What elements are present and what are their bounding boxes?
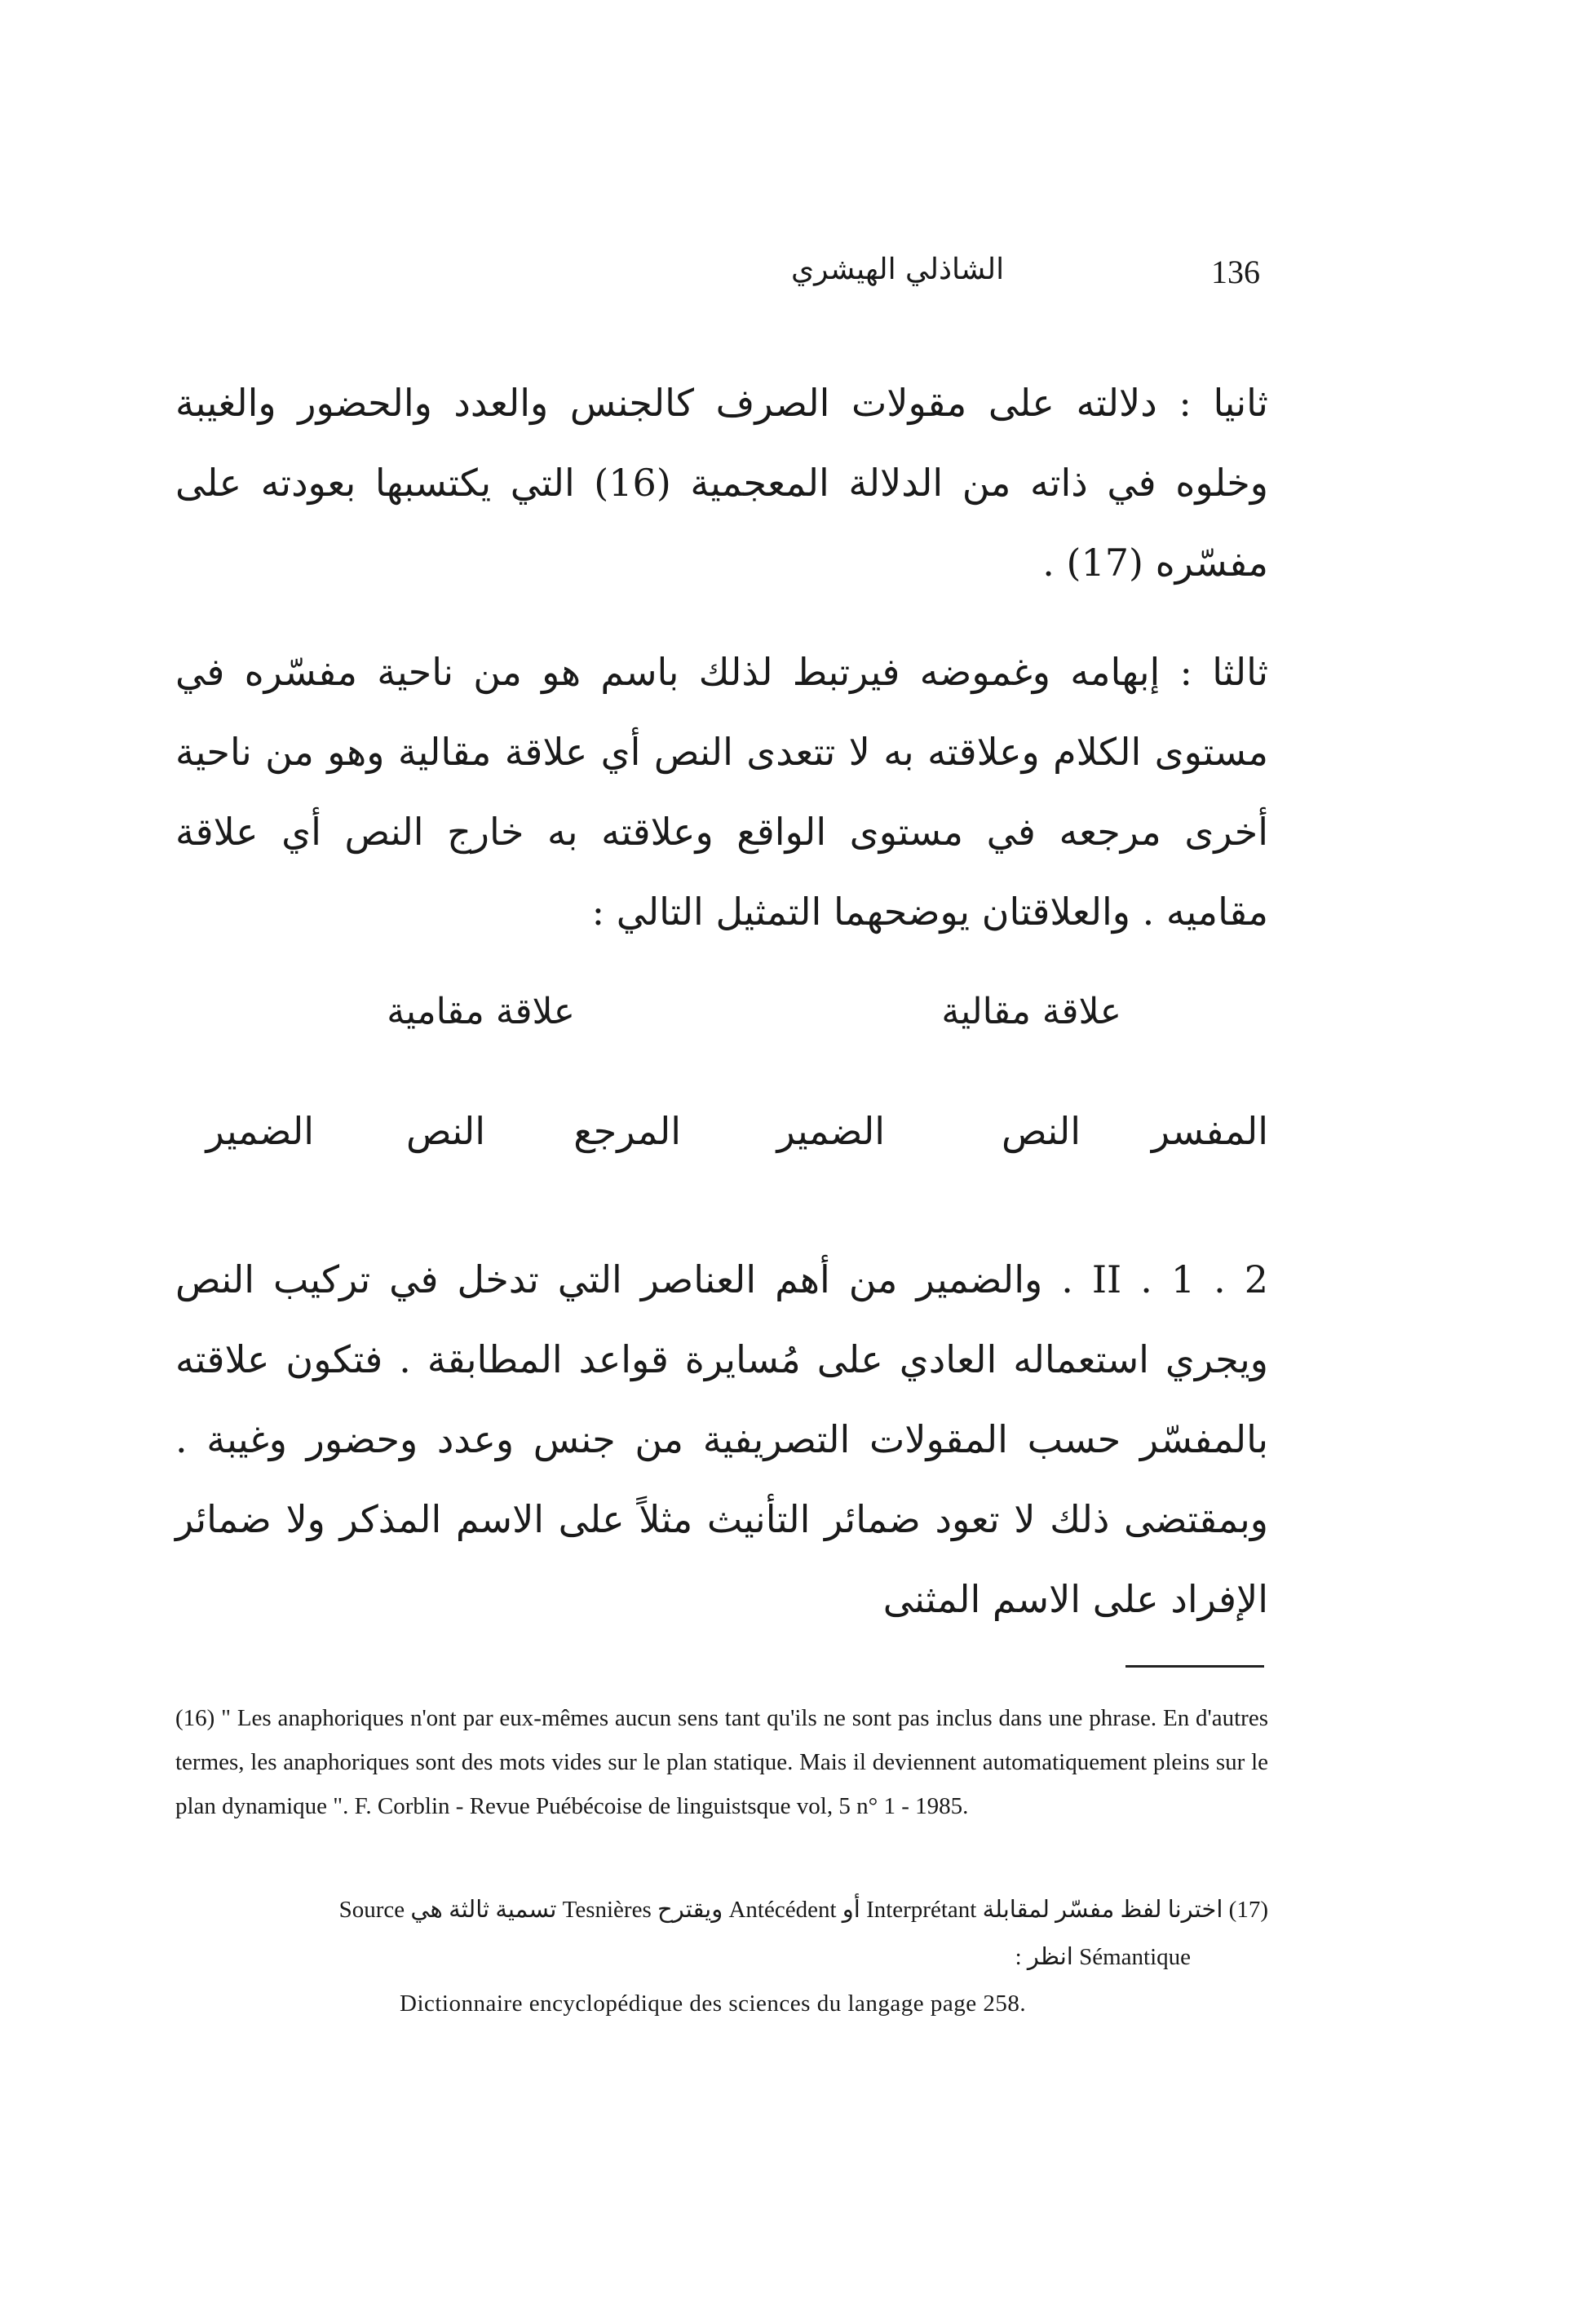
footnote-17-line-3: Dictionnaire encyclopédique des sciences du langage page 258. — [400, 1990, 1027, 2017]
term-pronoun-1: الضمير — [776, 1109, 885, 1153]
term-referent: المرجع — [573, 1109, 681, 1153]
term-text-2: النص — [405, 1109, 485, 1153]
label-situational-relation: علاقة مقامية — [387, 991, 575, 1032]
label-textual-relation: علاقة مقالية — [941, 991, 1121, 1032]
paragraph-third-point: ثالثا : إبهامه وغموضه فيرتبط لذلك باسم هو من ناحية مفسّره في مستوى الكلام وعلاقته به لا تتعدى النص أي علاقة مقالية وهو من ناحية أخرى مرجعه في مستوى الواقع وعلاقته به خارج النص أي علاقة مقاميه . والعلاقتان يوضحهما التمثيل التالي : — [175, 650, 1268, 934]
footnote-16: (16) " Les anaphoriques n'ont par eux-mêmes aucun sens tant qu'ils ne sont pas inclus dans une phrase. En d'autres termes, les anaphoriques sont des mots vides sur le plan statique. Mais il deviennent automatiquement pleins sur le plan dynamique ". F. Corblin - Revue Puébécoise de linguistsque vol, 5 n° 1 - 1985. — [175, 1705, 1268, 1819]
page-number: 136 — [1211, 254, 1260, 290]
footnote-17-line-2: Sémantique انظر : — [1015, 1944, 1191, 1970]
term-pronoun-2: الضمير — [206, 1109, 314, 1153]
relation-labels — [175, 991, 1268, 1048]
footnote-17-line-1: (17) اخترنا لفظ مفسّر لمقابلة Interprétant أو Antécédent ويقترح Tesnières تسمية ثالثة هي Source — [338, 1897, 1268, 1923]
relation-diagram-terms — [175, 1109, 1268, 1174]
running-title: الشاذلي الهيشري — [791, 253, 1005, 286]
paragraph-second-point: ثانيا : دلالته على مقولات الصرف كالجنس والعدد والحضور والغيبة وخلوه في ذاته من الدلالة المعجمية (16) التي يكتسبها بعودته على مفسّره (17) . — [175, 381, 1268, 585]
footnote-separator — [1125, 1665, 1264, 1668]
term-text-1: النص — [1001, 1109, 1081, 1153]
term-antecedent: المفسر — [1151, 1109, 1268, 1153]
page-header — [179, 253, 1264, 310]
paragraph-section-II-1-2: II . 1 . 2 . والضمير من أهم العناصر التي تدخل في تركيب النص ويجري استعماله العادي على مُسايرة قواعد المطابقة . فتكون علاقته بالمفسّر حسب المقولات التصريفية من جنس وعدد وحضور وغيبة . وبمقتضى ذلك لا تعود ضمائر التأنيث مثلاً على الاسم المذكر ولا ضمائر الإفراد على الاسم المثنى — [175, 1257, 1269, 1621]
